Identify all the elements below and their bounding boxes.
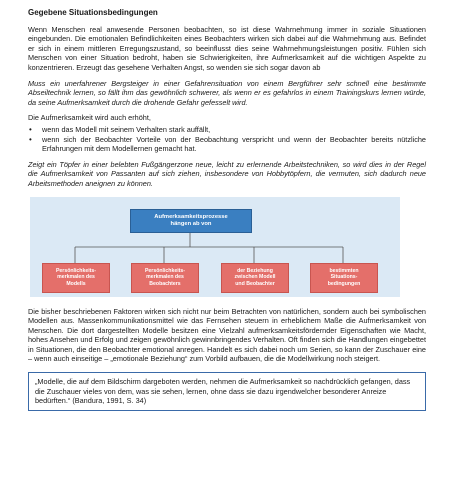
paragraph-attention-intro: Die Aufmerksamkeit wird auch erhöht, [28,113,151,123]
diagram-root-line2: hängen ab von [170,220,212,227]
example-toepfer: Zeigt ein Töpfer in einer belebten Fußgängerzone neue, leicht zu erlernende Arbeitstechniken, so wird dies in der Regel die Aufmerksamkeit von Passanten auf sich ziehen, insbesondere von Hobbytöpfern, die vermuten, sich dadurch neue Arbeitsmethoden aneignen zu können. [28,159,426,188]
attention-process-diagram [30,197,400,297]
bullet-item: • wenn sich der Beobachter Vorteile von der Beobachtung verspricht und wenn der Beobachter bereits nützliche Erfahrungen mit dem Modellernen gemacht hat. [28,135,426,154]
diagram-leaf-model: Persönlichkeits- merkmalen des Modells [42,263,110,293]
paragraph-situation: Wenn Menschen real anwesende Personen beobachten, so ist diese Wahrnehmung immer in soziale Situationen eingebunden. Die emotionalen Befindlichkeiten eines Beobachters wirken sich dabei auf die Wahrnehmung aus. Befindet er sich in einem mittleren Erregungszustand, so beeinflusst dies seine Wahrnehmungsleistungen positiv. Fühlen sich Menschen von einer Situation bedroht, haben sie Schwierigkeiten, ihre Aufmerksamkeit auf die wichtigen Aspekte zu konzentrieren. Erzeugt das gesehene Verhalten Angst, so wenden sie sich sogar davon ab [28,24,426,72]
paragraph-symbolic-models: Die bisher beschriebenen Faktoren wirken sich nicht nur beim Betrachten von natürlichen, sondern auch bei symbolischen Modellen aus. Massenkommunikationsmittel wie das Fernsehen steuern in erheblichem Maße die Aufmerksamkeit von Menschen. Die dort dargestellten Modelle besitzen eine Vielzahl aufmerksamkeitsfördernder Eigenschaften wie Macht, hohes Ansehen und Erfolg und zeigen gewöhnlich gewinnbringendes Verhalten. Oft finden sich die Handlungen eingebettet in Situationen, die den Beobachter emotional anregen. Handelt es sich dabei noch um Serien, so kann der Zuschauer eine – wenn auch einseitige – „emotionale Beziehung“ zum Vorbild aufbauen, die die Modellwirkung noch steigert. [28,306,426,364]
example-bergsteiger: Muss ein unerfahrener Bergsteiger in einer Gefahrensituation von einem Bergführer sehr schnell eine bestimmte Abseiltechnik lernen, so fällt ihm das gewöhnlich schwerer, als wenn er es gefahrlos in einem Trainingskurs lernen würde, da seine Aufmerksamkeit durch die drohende Gefahr gefesselt wird. [28,78,426,107]
diagram-leaf-observer: Persönlichkeits- merkmalen des Beobachters [131,263,199,293]
document-page [28,8,426,411]
diagram-root-line1: Aufmerksamkeitsprozesse [154,213,228,220]
bullet-item: • wenn das Modell mit seinem Verhalten stark auffällt, [28,125,426,135]
bullet-list [28,125,426,154]
section-heading: Gegebene Situationsbedingungen [28,8,158,17]
diagram-leaf-relationship: der Beziehung zwischen Modell und Beobachter [221,263,289,293]
diagram-root-box [130,209,252,233]
diagram-leaf-situation: bestimmten Situations- bedingungen [310,263,378,293]
bandura-quote: „Modelle, die auf dem Bildschirm dargeboten werden, nehmen die Aufmerksamkeit so nachdrücklich gefangen, dass die Zuschauer vieles von dem, was sie sehen, lernen, ohne dass sie dazu irgendwelcher besonderer Anreize bedürften.“ (Bandura, 1991, S. 34) [28,372,426,411]
